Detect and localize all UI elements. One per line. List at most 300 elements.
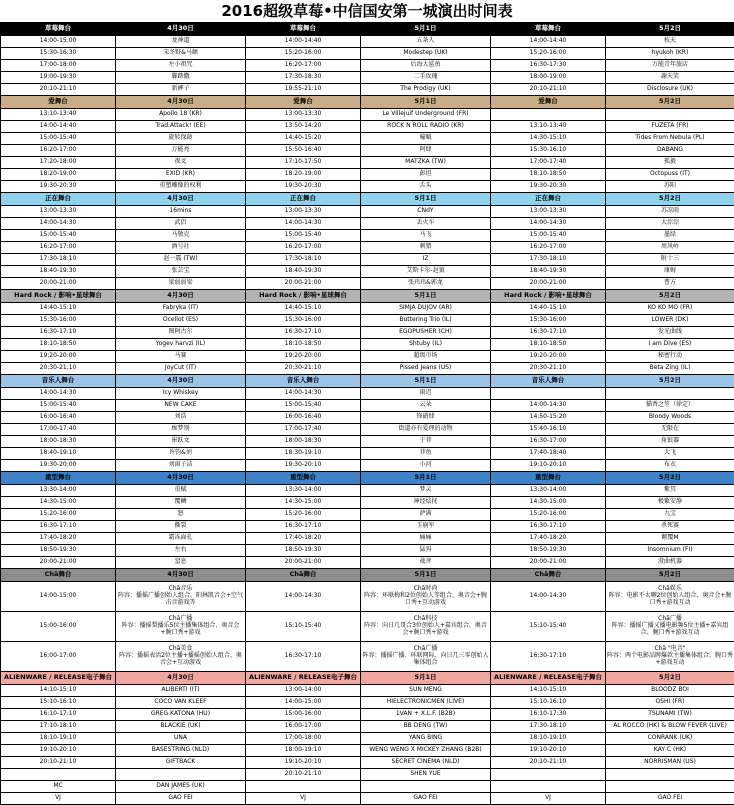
- artist-cell: 周风岭: [606, 242, 734, 254]
- time-cell: 20:00-21:00: [1, 557, 116, 569]
- time-cell: 18:50-19:30: [1, 545, 116, 557]
- artist-cell: 曹方: [606, 278, 734, 290]
- time-cell: 13:00-13:30: [246, 206, 361, 218]
- table-row: [1, 303, 734, 315]
- time-cell: 14:40-15:10: [1, 303, 116, 315]
- table-row: [1, 109, 734, 121]
- table-row: [1, 745, 734, 757]
- time-cell: [491, 109, 606, 121]
- time-cell: 14:30-15:10: [491, 133, 606, 145]
- table-row: [1, 436, 734, 448]
- time-cell: 18:50-19:30: [491, 545, 606, 557]
- table-row: [1, 242, 734, 254]
- artist-cell: 16mins: [116, 206, 246, 218]
- stage-name: 音乐人舞台: [491, 375, 606, 388]
- table-row: [1, 36, 734, 48]
- time-cell: 14:00-14:30: [491, 400, 606, 412]
- time-cell: 18:00-19:00: [491, 72, 606, 84]
- date-label: 5月1日: [361, 672, 491, 685]
- artist-cell: Chā广播 阵容：播摇广播又播电影频5位主播+嘉宾组合、腕口秀+游戏互动: [606, 612, 734, 642]
- artist-cell: 杀死赛: [606, 521, 734, 533]
- artist-cell: Fabryka (IT): [116, 303, 246, 315]
- date-label: 5月2日: [606, 290, 734, 303]
- time-cell: 18:10-18:50: [491, 169, 606, 181]
- artist-cell: hyukoh (KR): [606, 48, 734, 60]
- date-label: 5月2日: [606, 375, 734, 388]
- artist-cell: [361, 781, 491, 793]
- stage-name: 音乐人舞台: [246, 375, 361, 388]
- time-cell: 14:00-15:00: [1, 582, 116, 612]
- table-row: [1, 327, 734, 339]
- table-row: [1, 206, 734, 218]
- time-cell: 15:10-16:10: [1, 697, 116, 709]
- time-cell: 20:10-21:10: [1, 84, 116, 96]
- artist-cell: 张玮玮&郭龙: [361, 278, 491, 290]
- artist-cell: WENG WENG X MICKEY ZHANG (B2B): [361, 745, 491, 757]
- artist-cell: 马飞: [361, 230, 491, 242]
- artist-cell: 澄曲机器: [606, 557, 734, 569]
- time-cell: 14:10-15:10: [1, 685, 116, 697]
- time-cell: 14:50-15:20: [491, 412, 606, 424]
- artist-cell: 颠覆M: [606, 533, 734, 545]
- time-cell: 16:30-17:10: [1, 327, 116, 339]
- time-cell: 16:30-17:00: [491, 436, 606, 448]
- artist-cell: 万能亮: [116, 145, 246, 157]
- artist-cell: 重塑雕像的权利: [116, 181, 246, 193]
- time-cell: 18:10-19:10: [491, 733, 606, 745]
- time-cell: 19:30-20:10: [246, 460, 361, 472]
- date-label: 5月1日: [361, 290, 491, 303]
- date-label: 4月30日: [116, 472, 246, 485]
- table-row: [1, 769, 734, 781]
- table-row: [1, 485, 734, 497]
- time-cell: 18:50-19:30: [246, 545, 361, 557]
- artist-cell: 超级市场: [361, 351, 491, 363]
- time-cell: 17:00-18:00: [246, 733, 361, 745]
- date-label: 4月30日: [116, 23, 246, 36]
- artist-cell: 菲鱼: [361, 448, 491, 460]
- time-cell: 15:30-16:30: [1, 48, 116, 60]
- date-label: 5月1日: [361, 96, 491, 109]
- time-cell: 15:00-15:40: [246, 400, 361, 412]
- time-cell: 16:00-16:40: [246, 412, 361, 424]
- artist-cell: Apollo 18 (KR): [116, 109, 246, 121]
- table-row: [1, 793, 734, 805]
- schedule-table: [0, 22, 734, 805]
- table-row: [1, 339, 734, 351]
- artist-cell: CONRANK (UK): [606, 733, 734, 745]
- artist-cell: 无限在: [606, 424, 734, 436]
- time-cell: 17:00-17:40: [491, 157, 606, 169]
- table-row: [1, 157, 734, 169]
- artist-cell: 旋转保龄: [116, 133, 246, 145]
- table-row: [1, 278, 734, 290]
- time-cell: 15:30-16:00: [1, 315, 116, 327]
- time-cell: 20:00-21:00: [246, 557, 361, 569]
- time-cell: 14:00-14:30: [246, 218, 361, 230]
- artist-cell: Pissed Jeans (US): [361, 363, 491, 375]
- date-label: 5月2日: [606, 569, 734, 582]
- time-cell: 20:00-21:00: [246, 278, 361, 290]
- stage-name: 正在舞台: [491, 193, 606, 206]
- time-cell: 16:30-17:10: [491, 642, 606, 672]
- time-cell: 14:30-15:00: [491, 497, 606, 509]
- time-cell: 14:00-14:30: [491, 582, 606, 612]
- artist-cell: The Prodigy (UK): [361, 84, 491, 96]
- date-label: 4月30日: [116, 672, 246, 685]
- time-cell: 17:30-18:10: [491, 721, 606, 733]
- artist-cell: EXID (KR): [116, 169, 246, 181]
- time-cell: 15:30-16:00: [491, 315, 606, 327]
- artist-cell: Le Villejuif Underground (FR): [361, 109, 491, 121]
- time-cell: 20:10-21:10: [491, 84, 606, 96]
- artist-cell: COCO VAN KLEEF: [116, 697, 246, 709]
- time-cell: 20:00-21:00: [491, 557, 606, 569]
- time-cell: 16:10-17:30: [491, 709, 606, 721]
- stage-name: 草莓舞台: [246, 23, 361, 36]
- time-cell: 19:30-20:30: [491, 181, 606, 193]
- artist-cell: 锋硝肆: [361, 412, 491, 424]
- table-row: [1, 363, 734, 375]
- artist-cell: Chā时尚 阵容：环联梅和2位创始人等组合、奥音会+腕口秀+互动游戏: [361, 582, 491, 612]
- time-cell: 15:30-16:00: [246, 315, 361, 327]
- time-cell: 19:10-20:10: [1, 745, 116, 757]
- artist-cell: TSUNAMI (TW): [606, 709, 734, 721]
- artist-cell: 墨绿: [606, 230, 734, 242]
- artist-cell: Shtuby (IL): [361, 339, 491, 351]
- stage-name: 爱舞台: [246, 96, 361, 109]
- date-label: 5月1日: [361, 472, 491, 485]
- artist-cell: 猫香之笙（徐定）: [606, 400, 734, 412]
- time-cell: 18:40-19:10: [1, 448, 116, 460]
- artist-cell: 布衣: [606, 460, 734, 472]
- artist-cell: 脚踏撒: [116, 72, 246, 84]
- artist-cell: 附十三: [606, 254, 734, 266]
- time-cell: 16:20-17:00: [1, 242, 116, 254]
- artist-cell: [116, 769, 246, 781]
- artist-cell: BASESTRING (NLD): [116, 745, 246, 757]
- table-row: [1, 181, 734, 193]
- time-cell: 14:40-15:20: [246, 133, 361, 145]
- table-row: [1, 266, 734, 278]
- time-cell: VJ: [491, 793, 606, 805]
- schedule-body: [1, 23, 734, 805]
- time-cell: 14:40-15:10: [491, 303, 606, 315]
- time-cell: 14:10-15:10: [491, 685, 606, 697]
- table-row: [1, 521, 734, 533]
- artist-cell: IZ: [361, 254, 491, 266]
- time-cell: 16:20-17:00: [1, 145, 116, 157]
- table-row: [1, 612, 734, 642]
- artist-cell: Beta Zing (IL): [606, 363, 734, 375]
- time-cell: 15:00-16:00: [246, 709, 361, 721]
- time-cell: 20:10-21:10: [491, 757, 606, 769]
- artist-cell: GIFTBACK: [116, 757, 246, 769]
- artist-cell: 左右: [116, 545, 246, 557]
- time-cell: 13:00-13:30: [491, 206, 606, 218]
- time-cell: 13:50-14:20: [246, 121, 361, 133]
- stage-name: 正在舞台: [1, 193, 116, 206]
- artist-cell: 新裤子: [116, 84, 246, 96]
- date-label: 5月1日: [361, 375, 491, 388]
- table-row: [1, 642, 734, 672]
- time-cell: 19:30-20:00: [1, 460, 116, 472]
- time-cell: 19:55-21:10: [246, 84, 361, 96]
- artist-cell: Icy Whiskey: [116, 388, 246, 400]
- stage-header-row: [1, 23, 734, 36]
- artist-cell: GAO FEI: [116, 793, 246, 805]
- time-cell: 16:30-17:10: [246, 327, 361, 339]
- stage-name: Chā舞台: [246, 569, 361, 582]
- artist-cell: KO KO MO (FR): [606, 303, 734, 315]
- artist-cell: Chā "电音" 阵容：两个电影品牌爆款主播集体组合、腕口秀+游戏互动: [606, 642, 734, 672]
- table-row: [1, 84, 734, 96]
- artist-cell: [606, 388, 734, 400]
- time-cell: 18:10-18:50: [246, 339, 361, 351]
- time-cell: 20:30-21:10: [491, 363, 606, 375]
- time-cell: 13:30-14:00: [1, 485, 116, 497]
- artist-cell: 孤毅: [606, 157, 734, 169]
- stage-name: Hard Rock / 影响•星球舞台: [1, 290, 116, 303]
- artist-cell: OSHI (FR): [606, 697, 734, 709]
- artist-cell: Buttering Trio (IL): [361, 315, 491, 327]
- artist-cell: SECRET CINEMA (NLD): [361, 757, 491, 769]
- time-cell: 14:30-15:00: [1, 497, 116, 509]
- artist-cell: DABANG: [606, 145, 734, 157]
- artist-cell: CNdY: [361, 206, 491, 218]
- artist-cell: Trad.Attack! (EE): [116, 121, 246, 133]
- time-cell: 14:00-15:00: [1, 36, 116, 48]
- artist-cell: ALIBERTI (IT): [116, 685, 246, 697]
- artist-cell: 秘密行动: [606, 351, 734, 363]
- stage-name: 草莓舞台: [1, 23, 116, 36]
- time-cell: 14:40-15:10: [246, 303, 361, 315]
- artist-cell: Octopuss (IT): [606, 169, 734, 181]
- time-cell: 15:20-16:00: [491, 48, 606, 60]
- time-cell: 13:00-13:30: [1, 206, 116, 218]
- table-row: [1, 400, 734, 412]
- time-cell: 18:10-18:50: [1, 339, 116, 351]
- time-cell: 20:30-21:10: [246, 363, 361, 375]
- artist-cell: 酒号社: [116, 242, 246, 254]
- stage-name: Chā舞台: [491, 569, 606, 582]
- artist-cell: 阿肆: [361, 145, 491, 157]
- stage-header-row: [1, 472, 734, 485]
- stage-name: 重型舞台: [1, 472, 116, 485]
- artist-cell: 武侣: [116, 218, 246, 230]
- artist-cell: 紫冥: [606, 485, 734, 497]
- artist-cell: Chā音乐 阵容：播摇广播创始人组合、阳林凯音会+空气击音游戏等: [116, 582, 246, 612]
- artist-cell: Ocellot (ES): [116, 315, 246, 327]
- artist-cell: 极繁安静: [606, 497, 734, 509]
- time-cell: 16:30-17:10: [491, 327, 606, 339]
- stage-name: 草莓舞台: [491, 23, 606, 36]
- artist-cell: 图阿古尔: [116, 327, 246, 339]
- artist-cell: 覆鳞: [116, 497, 246, 509]
- time-cell: 18:00-19:10: [246, 745, 361, 757]
- artist-cell: 战斧: [361, 557, 491, 569]
- table-row: [1, 721, 734, 733]
- time-cell: 15:00-16:00: [1, 612, 116, 642]
- time-cell: 17:00-17:40: [246, 424, 361, 436]
- artist-cell: I am Dive (ES): [606, 339, 734, 351]
- table-row: [1, 733, 734, 745]
- date-label: 5月2日: [606, 672, 734, 685]
- table-row: [1, 533, 734, 545]
- time-cell: 16:00-16:40: [1, 412, 116, 424]
- artist-cell: 艾斯卡尔-赵狼: [361, 266, 491, 278]
- artist-cell: [606, 769, 734, 781]
- time-cell: 20:10-21:10: [246, 769, 361, 781]
- artist-cell: Chā广播 阵容：播摇广播、环联网际、向日几三零创始人集体组合: [361, 642, 491, 672]
- time-cell: 15:50-16:40: [246, 145, 361, 157]
- time-cell: [246, 781, 361, 793]
- artist-cell: 萨满: [361, 509, 491, 521]
- artist-cell: FUZETA (FR): [606, 121, 734, 133]
- artist-cell: 小河: [361, 460, 491, 472]
- time-cell: [1, 769, 116, 781]
- time-cell: 14:00-14:40: [1, 121, 116, 133]
- artist-cell: 痴梦别: [116, 424, 246, 436]
- date-label: 5月1日: [361, 193, 491, 206]
- table-row: [1, 545, 734, 557]
- time-cell: 14:00-14:30: [246, 582, 361, 612]
- table-row: [1, 685, 734, 697]
- artist-cell: GAO FEI: [361, 793, 491, 805]
- time-cell: 13:10-13:40: [491, 121, 606, 133]
- artist-cell: 赵一震 (TW): [116, 254, 246, 266]
- time-cell: 19:20-20:00: [1, 351, 116, 363]
- stage-header-row: [1, 290, 734, 303]
- artist-cell: 1VAN + X.L.F. (B2B): [361, 709, 491, 721]
- time-cell: 17:40-18:20: [491, 533, 606, 545]
- artist-cell: 于菲: [361, 436, 491, 448]
- table-row: [1, 697, 734, 709]
- time-cell: 17:40-18:20: [1, 533, 116, 545]
- time-cell: 17:40-18:20: [246, 533, 361, 545]
- time-cell: 19:10-20:10: [491, 460, 606, 472]
- time-cell: 14:00-15:00: [246, 697, 361, 709]
- date-label: 4月30日: [116, 290, 246, 303]
- time-cell: 18:40-19:30: [246, 266, 361, 278]
- artist-cell: 发光曲线: [606, 327, 734, 339]
- artist-cell: 苏阳: [606, 181, 734, 193]
- artist-cell: 刺猬: [361, 242, 491, 254]
- time-cell: 13:30-14:00: [491, 485, 606, 497]
- stage-name: Hard Rock / 影响•星球舞台: [246, 290, 361, 303]
- date-label: 4月30日: [116, 375, 246, 388]
- time-cell: 14:00-14:30: [246, 388, 361, 400]
- time-cell: 20:00-21:00: [491, 278, 606, 290]
- time-cell: 20:10-21:10: [1, 757, 116, 769]
- table-row: [1, 448, 734, 460]
- artist-cell: 马敬克: [116, 230, 246, 242]
- artist-cell: Modestep (UK): [361, 48, 491, 60]
- artist-cell: [606, 781, 734, 793]
- time-cell: [491, 769, 606, 781]
- artist-cell: NORRISMAN (US): [606, 757, 734, 769]
- time-cell: 15:40-16:10: [491, 424, 606, 436]
- time-cell: 17:20-18:00: [1, 157, 116, 169]
- time-cell: 17:30-18:10: [491, 254, 606, 266]
- time-cell: MC: [1, 781, 116, 793]
- artist-cell: 大淙淙: [606, 218, 734, 230]
- table-row: [1, 60, 734, 72]
- date-label: 5月2日: [606, 96, 734, 109]
- time-cell: 16:30-17:30: [491, 60, 606, 72]
- table-row: [1, 48, 734, 60]
- stage-header-row: [1, 569, 734, 582]
- artist-cell: SIMJA DUJOV (AR): [361, 303, 491, 315]
- artist-cell: 梦灵: [361, 485, 491, 497]
- time-cell: [491, 781, 606, 793]
- artist-cell: 神经炫抚: [361, 497, 491, 509]
- time-cell: 19:30-20:30: [1, 181, 116, 193]
- date-label: 4月30日: [116, 569, 246, 582]
- time-cell: 18:00-18:30: [1, 436, 116, 448]
- artist-cell: 宋冬野&马頔: [116, 48, 246, 60]
- artist-cell: BLACKIE (UK): [116, 721, 246, 733]
- artist-cell: 彭坦: [361, 169, 491, 181]
- artist-cell: 猛犸: [361, 545, 491, 557]
- artist-cell: 舌头: [361, 181, 491, 193]
- stage-name: Chā舞台: [1, 569, 116, 582]
- artist-cell: 后海大鲨鱼: [361, 60, 491, 72]
- artist-cell: 龙神道: [116, 36, 246, 48]
- artist-cell: 许钧&刘: [116, 448, 246, 460]
- artist-cell: 九宝: [606, 509, 734, 521]
- artist-cell: 杭天: [606, 36, 734, 48]
- table-row: [1, 169, 734, 181]
- table-row: [1, 230, 734, 242]
- artist-cell: 张芸宝: [116, 266, 246, 278]
- time-cell: 15:10-16:10: [491, 697, 606, 709]
- table-row: [1, 145, 734, 157]
- artist-cell: JoyCut (IT): [116, 363, 246, 375]
- time-cell: 15:20-16:00: [491, 509, 606, 521]
- artist-cell: ROCK N ROLL RADIO (KR): [361, 121, 491, 133]
- artist-cell: Yogev harvzi (IL): [116, 339, 246, 351]
- artist-cell: Chā娱乐 阵容：电影不太聊2位创始人组合、奥音会+腕口秀+游戏互动: [606, 582, 734, 612]
- artist-cell: 苏凉雨: [606, 206, 734, 218]
- time-cell: 20:30-21:10: [1, 363, 116, 375]
- time-cell: 14:00-14:30: [1, 388, 116, 400]
- time-cell: 15:00-15:40: [1, 230, 116, 242]
- artist-cell: Insomnium (FI): [606, 545, 734, 557]
- time-cell: 15:20-16:00: [246, 48, 361, 60]
- time-cell: 19:20-20:00: [491, 351, 606, 363]
- table-row: [1, 582, 734, 612]
- artist-cell: [606, 109, 734, 121]
- artist-cell: Chā广播 阵容：播摇梨播乐5位主播集体组合、奥音会+腕口秀+游戏: [116, 612, 246, 642]
- date-label: 5月1日: [361, 23, 491, 36]
- stage-name: 爱舞台: [491, 96, 606, 109]
- artist-cell: LOWER (DK): [606, 315, 734, 327]
- table-row: [1, 557, 734, 569]
- date-label: 4月30日: [116, 193, 246, 206]
- stage-name: 重型舞台: [246, 472, 361, 485]
- artist-cell: 痛痛: [361, 533, 491, 545]
- artist-cell: UNA: [116, 733, 246, 745]
- artist-cell: BLOODZ BOI: [606, 685, 734, 697]
- time-cell: 17:30-18:10: [246, 254, 361, 266]
- time-cell: 16:30-17:10: [491, 521, 606, 533]
- artist-cell: Tides From Nebula (PL): [606, 133, 734, 145]
- time-cell: 18:00-18:30: [246, 436, 361, 448]
- artist-cell: 崔跃文: [116, 436, 246, 448]
- stage-header-row: [1, 193, 734, 206]
- stage-name: Hard Rock / 影响•星球舞台: [491, 290, 606, 303]
